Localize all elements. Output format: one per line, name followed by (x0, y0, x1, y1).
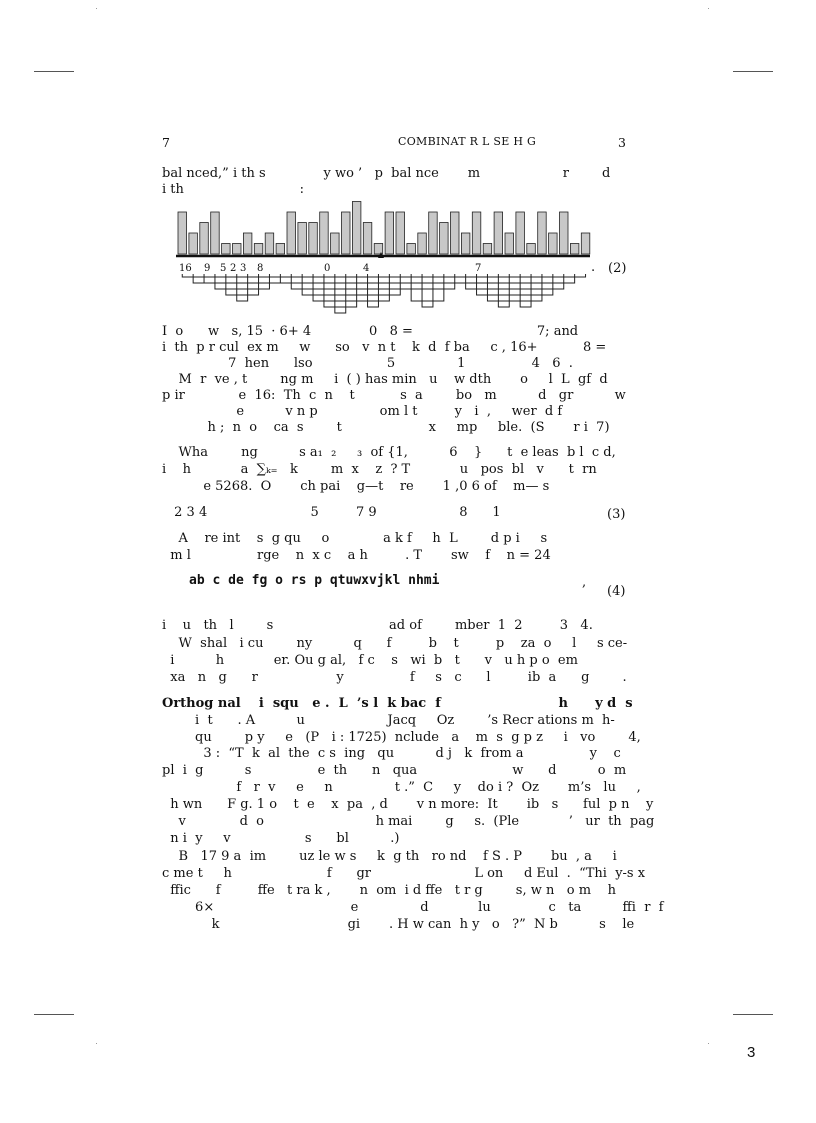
text-line: v d o h mai g s. (Ple ’ ur th pag (162, 814, 655, 829)
crop-mark-top-right (733, 71, 773, 72)
bar (407, 244, 416, 255)
tick-label-group (179, 263, 481, 274)
bar (429, 212, 438, 254)
register-dot (96, 8, 97, 9)
text-line: i th p r cul ex m w so v n t k d f ba c , 16+ 8 = (162, 340, 607, 355)
pairing-arc (302, 274, 400, 295)
text-line: h ; n o ca s t x mp ble. (S r i 7) (162, 420, 610, 435)
register-dot (96, 1043, 97, 1044)
bar (243, 233, 252, 254)
header-running-title: COMBINAT R L SE H G (398, 135, 537, 148)
bar (331, 233, 340, 254)
bar (385, 212, 394, 254)
balanced-word-figure (0, 0, 816, 320)
bar (560, 212, 569, 254)
pairing-arc (182, 274, 585, 277)
text-line: xa n g r y f s c l ib a g . (162, 670, 627, 685)
pairing-arc (313, 274, 389, 301)
bar (342, 212, 351, 254)
equation-2-number: (2) (608, 261, 627, 276)
text-line: i h er. Ou g al, f c s wi b t v u h p o em (162, 653, 578, 668)
register-dot (708, 8, 709, 9)
bar (276, 244, 285, 255)
bar (581, 233, 590, 254)
bar (320, 212, 329, 254)
equation-2-dot: . (591, 260, 596, 275)
text-line: c me t h f gr L on d Eul . “Thi y-s x (162, 866, 646, 881)
text-line: i u th l s ad of mber 1 2 3 4. (162, 618, 593, 633)
bar (516, 212, 525, 254)
text-line: i h a ∑ₖ₌ k m x z ? T u pos bl v t rn (162, 462, 597, 477)
pairing-arc (335, 274, 346, 313)
bar (440, 223, 449, 255)
crop-mark-bottom-left (34, 1014, 74, 1015)
pairing-arc (204, 274, 280, 283)
tick-label: 0 (324, 263, 331, 274)
pairing-arc (498, 274, 509, 307)
tick-label: 8 (257, 263, 264, 274)
text-line: W shal i cu ny q f b t p za o l s ce- (162, 636, 628, 651)
bar (374, 244, 383, 255)
text-line: k gi . H w can h y o ?” N b s le (162, 917, 635, 932)
text-line: 7 hen lso 5 1 4 6 . (162, 356, 573, 371)
bar (178, 212, 187, 254)
tick-label: 16 (179, 263, 192, 274)
bar (211, 212, 220, 254)
text-line: Wha ng s a₁ ₂ ₃ of {1, 6 } t e leas b l c d, (162, 445, 616, 460)
text-line: ffic f ffe t ra k , n om i d ffe t r g s, w n o m h (162, 883, 616, 898)
tick-label: 7 (475, 263, 482, 274)
text-line: f r v e n t .” C y do i ? Oz m’s lu , (162, 780, 641, 795)
equation-3-number: (3) (607, 507, 626, 522)
text-line: bal nced,” i th s y wo ’ p bal nce m r d (162, 166, 611, 181)
tick-label: 4 (363, 263, 370, 274)
bar (233, 244, 242, 255)
pairing-arc (520, 274, 531, 307)
tick-label: 9 (204, 263, 211, 274)
pairing-arc (368, 274, 379, 307)
bar (483, 244, 492, 255)
bar (505, 233, 514, 254)
bar (396, 212, 405, 254)
bar (363, 223, 372, 255)
pairing-arc (466, 274, 564, 289)
bar (570, 244, 579, 255)
tick-label: 3 (240, 263, 247, 274)
pairing-arc (477, 274, 553, 295)
pairing-arcs (182, 274, 585, 313)
bar (527, 244, 536, 255)
bar (287, 212, 296, 254)
text-line: p ir e 16: Th c n t s a bo m d gr w (162, 388, 626, 403)
pairing-arc (226, 274, 259, 295)
pairing-arc (422, 274, 433, 307)
text-line: A re int s g qu o a k f h L d p i s (162, 531, 548, 546)
equation-4: ab c de fg o rs p qtuwxvjkl nhmi (189, 573, 440, 588)
text-line: 6× e d lu c ta ffi r f (162, 900, 664, 915)
pairing-arc (215, 274, 270, 289)
header-page-number: 7 (162, 135, 170, 150)
text-line: m l rge n x c a h . T sw f n = 24 (162, 548, 551, 563)
tick-label: 5 (220, 263, 227, 274)
header-section-number: 3 (618, 135, 626, 150)
text-line: h wn F g. 1 o t e x pa , d v n more: It ib s ful p n y (162, 797, 654, 812)
text-line: I o w s, 15 · 6+ 4 0 8 = 7; and (162, 324, 579, 339)
equation-3: 2 3 4 5 7 9 8 1 (170, 505, 501, 520)
bar (418, 233, 427, 254)
folio-page-number: 3 (747, 1044, 756, 1061)
text-line: i t . A u Jacq Oz ’s Recr ations m h- (162, 713, 615, 728)
bar (265, 233, 274, 254)
pairing-arc (237, 274, 248, 301)
marker-triangle (378, 252, 384, 258)
bar (254, 244, 262, 255)
tick-label: 2 (230, 263, 237, 274)
bar (222, 244, 231, 255)
bar (451, 212, 460, 254)
pairing-arc (324, 274, 357, 307)
bar-group (178, 202, 590, 255)
bar (352, 202, 361, 255)
bar (472, 212, 481, 254)
bar (461, 233, 470, 254)
equation-4-number: (4) (607, 584, 626, 599)
section-heading-line: Orthog nal i squ e . L ’s l k bac f h y d s (162, 696, 633, 711)
bar (309, 223, 318, 255)
text-line: e 5268. O ch pai g—t re 1 ,0 6 of m— s (162, 479, 550, 494)
equation-4-comma: , (582, 575, 587, 590)
bar (298, 223, 307, 255)
text-line: n i y v s bl .) (162, 831, 400, 846)
pairing-arc (291, 274, 455, 289)
text-line: e v n p om l t y i , wer d f (162, 404, 563, 419)
bar (494, 212, 503, 254)
bar (549, 233, 558, 254)
text-line: i th : (162, 182, 304, 197)
bar (538, 212, 547, 254)
crop-mark-bottom-right (733, 1014, 773, 1015)
bar (189, 233, 198, 254)
bar (200, 223, 209, 255)
crop-mark-top-left (34, 71, 74, 72)
pairing-arc (487, 274, 542, 301)
pairing-arc (193, 274, 575, 283)
text-line: pl i g s e th n qua w d o m (162, 763, 627, 778)
register-dot (708, 1043, 709, 1044)
pairing-arc (411, 274, 444, 301)
text-line: 3 : “T k al the c s ing qu d j k from a y c (162, 746, 621, 761)
text-line: M r ve , t ng m i ( ) has min u w dth o l L gf d (162, 372, 608, 387)
text-line: qu p y e (P i : 1725) nclude a m s g p z i vo 4, (162, 730, 641, 745)
text-line: B 17 9 a im uz le w s k g th ro nd f S . P bu , a i (162, 849, 617, 864)
